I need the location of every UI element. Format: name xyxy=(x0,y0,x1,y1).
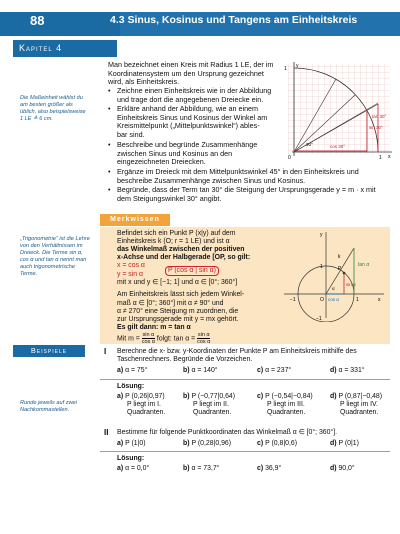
task2-item-b: b) P (0,28|0,96) xyxy=(183,440,232,447)
label-y: y xyxy=(296,63,299,69)
side-note-rounding: Runde jeweils auf zwei Nachkommastellen. xyxy=(20,400,77,413)
chapter-title: 4.3 Sinus, Kosinus und Tangens am Einheitskreis xyxy=(110,14,358,26)
mw-label-alpha: α xyxy=(332,286,335,291)
intro-line: wird, als Einheitskreis. xyxy=(108,77,180,87)
mw-point-pill: P (cos α | sin α) xyxy=(165,266,219,276)
task2-item-a: a) P (1|0) xyxy=(117,440,146,447)
task2-item-c: c) P (0,8|0,6) xyxy=(257,440,297,447)
bullet-line: dem Steigungswinkel 30° angibt. xyxy=(117,193,222,203)
mw-label-minus1y: −1 xyxy=(316,316,322,322)
sol2-d: d) 90,0° xyxy=(330,465,355,472)
sol1-a: a) P (0,26|0,97) P liegt im I. Quadranten. xyxy=(117,393,166,416)
sol1-c: c) P (−0,54|−0,84) P liegt im III. Quadranten. xyxy=(257,393,313,416)
mw-label-y: y xyxy=(320,232,323,238)
sol2-a: a) α = 0,0° xyxy=(117,465,150,472)
mw-yeq: y = sin α xyxy=(117,271,144,279)
bullet-line: beschreibe Zusammenhänge zwischen Sinus und Kosinus. xyxy=(117,175,306,185)
sol2-c: c) 36,9° xyxy=(257,465,282,472)
mw-tan-line: Es gilt dann: m = tan α xyxy=(117,323,191,331)
bullet-line: Zeichne einen Einheitskreis wie in der Abbildung xyxy=(117,86,272,95)
bullet-line: Ergänze im Dreieck mit dem Mittelpunktswinkel 45° in den Einheitskreis und xyxy=(117,167,359,176)
frac1-num: sin α xyxy=(142,331,155,338)
divider xyxy=(100,379,390,380)
mw-line: maß α ∈ [0°; 360°] mit α ≠ 90° und xyxy=(117,299,224,307)
task2-text: Bestimme für folgende Punktkoordinaten das Winkelmaß α ∈ [0°; 360°]. xyxy=(117,429,338,436)
intro-line: Koordinatensystem um den Ursprung gezeichnet xyxy=(108,68,264,78)
mw-frac-mid: folgt: tan α = xyxy=(156,335,198,343)
unit-circle-figure xyxy=(282,60,394,160)
frac1-den: cos α xyxy=(141,338,155,345)
frac2-den: cos α xyxy=(197,338,211,345)
bullet-3: • Beschreibe und begründe Zusammenhänge zwischen Sinus und Kosinus an den eingezeichneten Dreiecken. xyxy=(108,141,278,167)
mw-line: zur Ursprungsgerade mit y = mx gehört. xyxy=(117,315,239,323)
mw-label-o: O xyxy=(320,297,324,303)
page-number: 88 xyxy=(30,13,45,28)
mw-frac-line xyxy=(117,332,267,345)
sol1-d: d) P (0,87|−0,48) P liegt im IV. Quadranten. xyxy=(330,393,383,416)
bullet-line: eingezeichneten Dreiecken. xyxy=(117,157,206,167)
mw-label-tan: tan α xyxy=(358,262,370,268)
task1-number: I xyxy=(104,347,107,356)
sol2-b: b) α = 73,7° xyxy=(183,465,220,472)
frac1 xyxy=(142,332,155,345)
frac2 xyxy=(197,332,210,345)
mw-line: das Winkelmaß zwischen der positiven xyxy=(117,246,245,254)
mw-label-1x: 1 xyxy=(356,297,359,303)
frac2-num: sin α xyxy=(197,331,210,338)
bullet-4: • Ergänze im Dreieck mit dem Mittelpunktswinkel 45° in den Einheitskreis und beschreibe Zusammenhänge zwischen Sinus und Kosinus. xyxy=(108,168,398,185)
merkwissen-tab: Merkwissen xyxy=(100,214,170,226)
task1-item-d: d) α = 331° xyxy=(330,367,365,374)
bullet-line: Einheitskreis Sinus und Kosinus der Winkel am xyxy=(117,112,268,122)
mw-label-cos: cos α xyxy=(328,297,339,302)
mw-label-sin: sin α xyxy=(346,282,356,287)
bullet-line: Begründe, dass der Term tan 30° die Steigung der Ursprungsgerade y = m · x mit xyxy=(117,185,376,194)
mw-coords xyxy=(117,262,267,279)
task1-line: Berechne die x- bzw. y-Koordinaten der Punkte P am Einheitskreis mithilfe des xyxy=(117,348,357,355)
label-30deg: 30° xyxy=(306,142,313,147)
kapitel-label: Kapitel 4 xyxy=(13,40,117,57)
bullet-1: • Zeichne einen Einheitskreis wie in der Abbildung und trage dort die angegebenen Dreiecke ein. xyxy=(108,87,278,104)
merkwissen-text xyxy=(117,230,267,345)
bullet-5: • Begründe, dass der Term tan 30° die Steigung der Ursprungsgerade y = m · x mit dem Steigungswinkel 30° angibt. xyxy=(108,186,398,203)
mw-label-k: k xyxy=(338,254,341,260)
label-cos30: cos 30° xyxy=(330,144,346,149)
side-note-trig-text: „Trigonometrie“ ist die Lehre von den Verhältnissen im Dreieck. Die Terme sin α, cos α und tan α nennt man auch trigonometrische Terme. xyxy=(20,236,90,277)
sol1-b: b) P (−0,77|0,64) P liegt im II. Quadranten. xyxy=(183,393,236,416)
bullet-line: bar sind. xyxy=(117,129,145,139)
mw-label-p: P xyxy=(338,266,342,272)
task2-item-d: d) P (0|1) xyxy=(330,440,359,447)
intro-text xyxy=(108,61,278,87)
merkwissen-figure xyxy=(280,228,388,322)
mw-label-minus1: −1 xyxy=(290,297,296,303)
label-1: 1 xyxy=(379,155,382,160)
task1-line: Taschenrechners. Begründe die Vorzeichen. xyxy=(117,356,253,363)
task1-item-b: b) α = 140° xyxy=(183,367,218,374)
mw-line: α ≠ 270° eine Steigung m zuordnen, die xyxy=(117,307,239,315)
loesung2-label: Lösung: xyxy=(117,455,145,462)
mw-label-1: 1 xyxy=(320,264,323,270)
bullet-line: Beschreibe und begründe Zusammenhänge xyxy=(117,140,258,149)
bullet-line: zwischen Sinus und Kosinus an den xyxy=(117,148,233,158)
side-note-unit: Die Maßeinheit wählst du am besten größer als üblich, also beispielsweise 1 LE ≙ 6 cm. xyxy=(20,95,86,122)
beispiele-tab: Beispiele xyxy=(13,345,85,357)
bullet-2: • Erkläre anhand der Abbildung, wie an einem Einheitskreis Sinus und Kosinus der Winkel am Kreismittelpunkt („Mittelpunktswinkel“) ables- bar sind. xyxy=(108,105,278,139)
mw-xeq: x = cos α xyxy=(117,262,145,270)
label-x: x xyxy=(388,154,391,160)
mw-label-x: x xyxy=(378,297,381,303)
mw-frac-text: Mit m = xyxy=(117,335,142,343)
mw-range: mit x und y ∈ [−1; 1] und α ∈ [0°; 360°] xyxy=(117,279,238,287)
label-0: 0 xyxy=(288,155,291,160)
bullet-line: Kreismittelpunkt („Mittelpunktswinkel“) ables- xyxy=(117,121,260,131)
task2-number: II xyxy=(104,428,109,437)
task1-item-c: c) α = 237° xyxy=(257,367,292,374)
grid xyxy=(288,64,390,154)
mw-point-p xyxy=(343,272,346,275)
divider xyxy=(100,451,390,452)
task1-text xyxy=(117,348,397,364)
mw-line: Einheitskreis k (O; r = 1 LE) und ist α xyxy=(117,238,230,246)
bullet-line: und trage dort die angegebenen Dreiecke ein. xyxy=(117,94,264,104)
bullet-line: Erkläre anhand der Abbildung, wie an einem xyxy=(117,104,259,113)
side-note-trigonometrie xyxy=(20,236,92,278)
label-tan30: tan 30° xyxy=(372,114,387,119)
task1-item-a: a) α = 75° xyxy=(117,367,148,374)
label-sin30: sin 30° xyxy=(369,125,383,130)
label-1: 1 xyxy=(284,66,287,72)
loesung1-label: Lösung: xyxy=(117,383,145,390)
mw-line: x-Achse und der Halbgerade [OP, so gilt: xyxy=(117,254,251,262)
mw-line: Befindet sich ein Punkt P (x|y) auf dem xyxy=(117,230,236,237)
intro-line: Man bezeichnet einen Kreis mit Radius 1 LE, der im xyxy=(108,60,274,69)
mw-line: Am Einheitskreis lässt sich jedem Winkel- xyxy=(117,291,245,299)
